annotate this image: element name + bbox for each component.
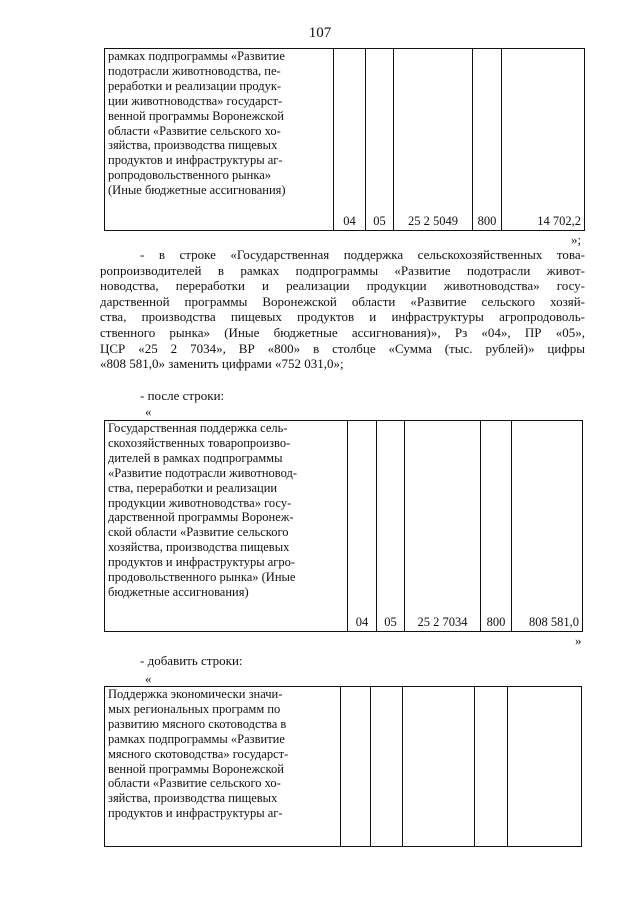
row-name-line: развитию мясного скотоводства в [108, 716, 287, 731]
budget-table-after-row [104, 420, 583, 632]
row-name-line: мясного скотоводства» государст- [108, 746, 289, 761]
row-name-line: дителей в рамках подпрограммы [108, 450, 283, 465]
row-name-line: рамках подпрограммы «Развитие [108, 731, 285, 746]
paragraph-line: ственного рынка» (Иные бюджетные ассигнования)», Рз «04», ПР «05», [100, 324, 585, 340]
csr-cell: 25 2 7034 [405, 421, 481, 632]
add-rows-label: - добавить строки: [140, 653, 243, 668]
pr-cell [371, 687, 403, 847]
paragraph-line: «808 581,0» заменить цифрами «752 031,0»; [100, 356, 344, 372]
row-name-line: дарственной программы Воронеж- [108, 510, 294, 525]
sum-cell: 808 581,0 [512, 421, 583, 632]
table-row [105, 421, 583, 632]
vr-cell: 800 [473, 49, 502, 231]
row-name-cell [105, 421, 348, 632]
sum-cell: 14 702,2 [502, 49, 585, 231]
row-name-line: (Иные бюджетные ассигнования) [108, 183, 286, 198]
row-name-line: рамках подпрограммы «Развитие [108, 49, 285, 63]
row-name-line: бюджетные ассигнования) [108, 584, 249, 599]
budget-table-continued [104, 48, 585, 231]
row-name-line: ства, переработки и реализации [108, 480, 278, 495]
paragraph-line: дарственной программы Воронежской области «Развитие сельского хозяй- [100, 293, 585, 309]
row-name-line: ции животноводства» государст- [108, 93, 283, 108]
row-name-line: зяйства, производства пищевых [108, 138, 278, 153]
row-name-line: продуктов и инфраструктуры аг- [108, 806, 283, 821]
opening-quote: « [145, 671, 152, 686]
vr-cell: 800 [481, 421, 512, 632]
csr-cell: 25 2 5049 [394, 49, 473, 231]
row-name-line: продуктов и инфраструктуры аг- [108, 153, 283, 168]
row-name-line: реработки и реализации продук- [108, 78, 282, 93]
row-name-line: Поддержка экономически значи- [108, 687, 283, 701]
row-name-line: ропродовольственного рынка» [108, 168, 272, 183]
paragraph-line: - в строке «Государственная поддержка сельскохозяйственных това- [140, 247, 585, 262]
closing-quote: » [575, 633, 582, 648]
row-name-line: подотрасли животноводства, пе- [108, 63, 281, 78]
row-name-line: Государственная поддержка сель- [108, 421, 288, 435]
rz-cell: 04 [348, 421, 377, 632]
csr-cell [403, 687, 475, 847]
row-name-line: продукции животноводства» госу- [108, 495, 292, 510]
opening-quote: « [145, 404, 152, 419]
paragraph-line: ЦСР «25 2 7034», ВР «800» в столбце «Сумма (тыс. рублей)» цифры [100, 340, 585, 356]
table-row [105, 49, 585, 231]
row-name-line: области «Развитие сельского хо- [108, 776, 281, 791]
closing-quote: »; [571, 232, 582, 247]
row-name-cell [105, 687, 341, 847]
row-name-line: «Развитие подотрасли животновод- [108, 465, 298, 480]
row-name-line: ской области «Развитие сельского [108, 525, 289, 540]
vr-cell [475, 687, 508, 847]
row-name-line: области «Развитие сельского хо- [108, 123, 281, 138]
row-name-line: продуктов и инфраструктуры агро- [108, 555, 296, 570]
paragraph-line: новодства, переработки и реализации продукции животноводства» госу- [100, 278, 585, 294]
row-name-line: венной программы Воронежской [108, 108, 284, 123]
page-number: 107 [308, 25, 332, 41]
paragraph-line: ропроизводителей в рамках подпрограммы «Развитие подотрасли живот- [100, 262, 585, 278]
after-row-label: - после строки: [140, 388, 225, 403]
amendment-paragraph [100, 247, 585, 372]
row-name-line: хозяйства, производства пищевых [108, 540, 290, 555]
row-name-line: зяйства, производства пищевых [108, 791, 278, 806]
rz-cell [341, 687, 371, 847]
sum-cell [508, 687, 582, 847]
row-name-line: мых региональных программ по [108, 701, 281, 716]
budget-table-new-rows [104, 686, 582, 847]
row-name-line: скохозяйственных товаропроизво- [108, 435, 291, 450]
pr-cell: 05 [366, 49, 394, 231]
paragraph-line: ства, производства пищевых продуктов и инфраструктуры агропродоволь- [100, 309, 585, 325]
rz-cell: 04 [334, 49, 366, 231]
table-row [105, 687, 582, 847]
row-name-line: венной программы Воронежской [108, 761, 284, 776]
row-name-line: продовольственного рынка» (Иные [108, 570, 296, 585]
row-name-cell [105, 49, 334, 231]
pr-cell: 05 [377, 421, 405, 632]
